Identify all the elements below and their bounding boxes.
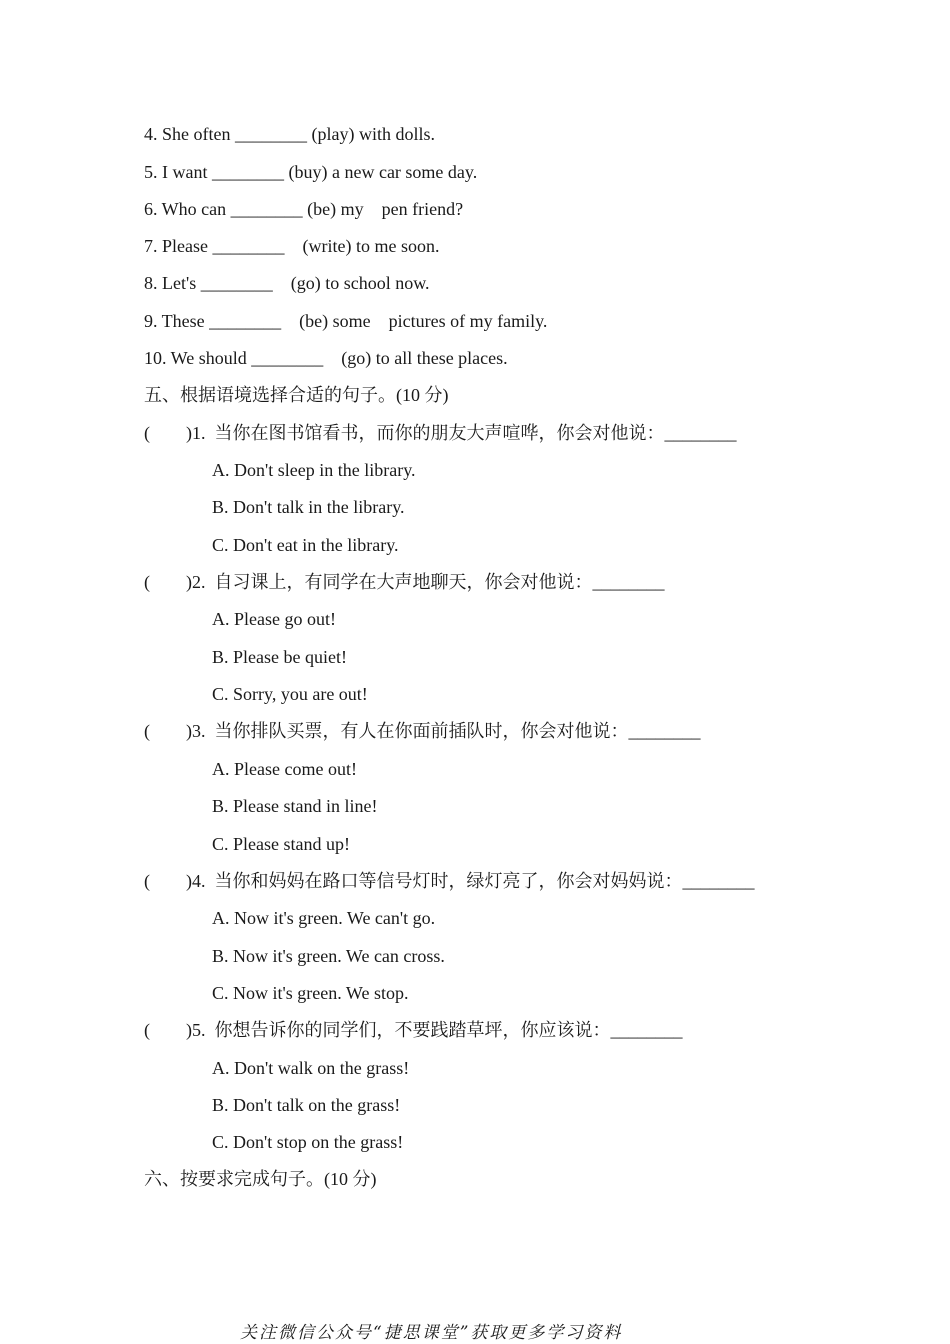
question-5-stem: ( )5. 你想告诉你的同学们，不要践踏草坪，你应该说：________ bbox=[144, 1020, 683, 1040]
question-3-option-b: B. Please stand in line! bbox=[212, 796, 378, 816]
section-5-heading: 五、根据语境选择合适的句子。(10 分) bbox=[144, 385, 449, 405]
question-5-option-a: A. Don't walk on the grass! bbox=[212, 1058, 410, 1078]
fill-item-10: 10. We should ________ (go) to all these places. bbox=[144, 348, 508, 368]
question-3-stem: ( )3. 当你排队买票，有人在你面前插队时，你会对他说：________ bbox=[144, 721, 701, 741]
fill-item-6: 6. Who can ________ (be) my pen friend? bbox=[144, 199, 464, 219]
question-5-option-c: C. Don't stop on the grass! bbox=[212, 1132, 404, 1152]
question-2-option-b: B. Please be quiet! bbox=[212, 647, 347, 667]
question-4-option-a: A. Now it's green. We can't go. bbox=[212, 908, 436, 928]
fill-item-9: 9. These ________ (be) some pictures of my family. bbox=[144, 311, 548, 331]
fill-item-4: 4. She often ________ (play) with dolls. bbox=[144, 124, 435, 144]
fill-item-8: 8. Let's ________ (go) to school now. bbox=[144, 273, 430, 293]
question-1-stem: ( )1. 当你在图书馆看书，而你的朋友大声喧哗，你会对他说：________ bbox=[144, 423, 737, 443]
question-3-option-c: C. Please stand up! bbox=[212, 834, 350, 854]
question-1-option-c: C. Don't eat in the library. bbox=[212, 535, 399, 555]
question-1-option-a: A. Don't sleep in the library. bbox=[212, 460, 416, 480]
footer-note: 关注微信公众号“捷思课堂”获取更多学习资料 bbox=[240, 1323, 623, 1343]
question-5-option-b: B. Don't talk on the grass! bbox=[212, 1095, 401, 1115]
section-6-heading: 六、按要求完成句子。(10 分) bbox=[144, 1169, 377, 1189]
question-1-option-b: B. Don't talk in the library. bbox=[212, 497, 405, 517]
question-4-option-c: C. Now it's green. We stop. bbox=[212, 983, 409, 1003]
fill-item-5: 5. I want ________ (buy) a new car some day. bbox=[144, 162, 478, 182]
question-4-option-b: B. Now it's green. We can cross. bbox=[212, 946, 445, 966]
question-3-option-a: A. Please come out! bbox=[212, 759, 357, 779]
question-2-option-a: A. Please go out! bbox=[212, 609, 336, 629]
question-4-stem: ( )4. 当你和妈妈在路口等信号灯时，绿灯亮了，你会对妈妈说：________ bbox=[144, 871, 755, 891]
fill-item-7: 7. Please ________ (write) to me soon. bbox=[144, 236, 440, 256]
question-2-stem: ( )2. 自习课上，有同学在大声地聊天，你会对他说：________ bbox=[144, 572, 665, 592]
question-2-option-c: C. Sorry, you are out! bbox=[212, 684, 368, 704]
